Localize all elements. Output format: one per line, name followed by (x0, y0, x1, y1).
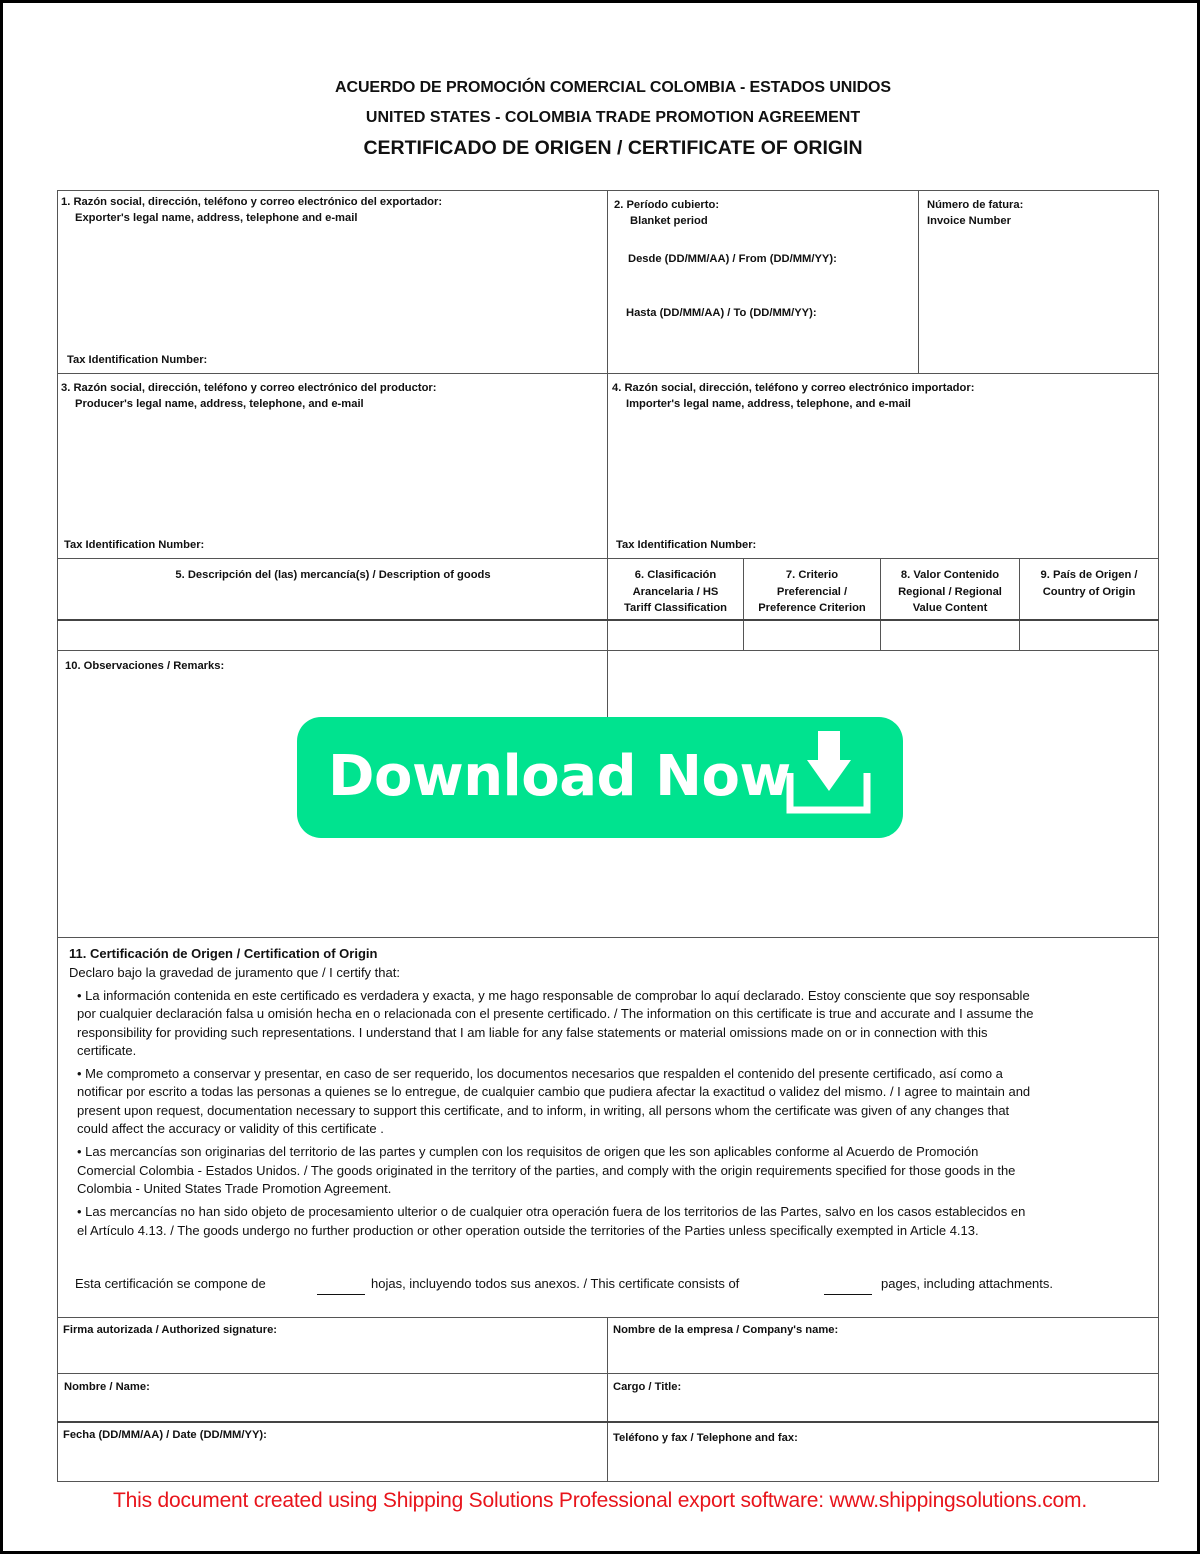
preference-criterion-header: 7. Criterio Preferencial / Preference Criterion (758, 569, 866, 614)
download-now-label: Download Now (328, 744, 791, 809)
download-now-button[interactable] (297, 717, 903, 838)
divider (57, 619, 1159, 621)
date-field[interactable] (59, 1445, 607, 1481)
company-name-field[interactable] (609, 1339, 1157, 1372)
sheets-count-field[interactable] (317, 1294, 365, 1295)
certification-title: 11. Certificación de Origen / Certification of Origin (69, 946, 378, 961)
certification-intro: Declaro bajo la gravedad de juramento que / I certify that: (69, 965, 400, 980)
invoice-number-field[interactable] (921, 233, 1157, 371)
goods-description-cell[interactable] (59, 622, 607, 650)
hs-classification-cell[interactable] (609, 622, 743, 650)
producer-label-es: 3. Razón social, dirección, teléfono y correo electrónico del productor: (61, 382, 437, 394)
regional-value-content-header: 8. Valor Contenido Regional / Regional Value Content (898, 569, 1002, 614)
invoice-label-en: Invoice Number (927, 215, 1011, 227)
importer-label-en: Importer's legal name, address, telephone, and e-mail (626, 398, 911, 410)
producer-label-en: Producer's legal name, address, telephone, and e-mail (75, 398, 364, 410)
exporter-tax-id-label: Tax Identification Number: (67, 354, 208, 366)
phone-fax-field[interactable] (609, 1448, 1157, 1481)
divider (57, 1317, 1159, 1318)
goods-description-header: 5. Descripción del (las) mercancía(s) / Description of goods (175, 569, 491, 581)
exporter-label-es: 1. Razón social, dirección, teléfono y correo electrónico del exportador: (61, 196, 443, 208)
download-icon (783, 731, 875, 823)
divider (57, 558, 1159, 559)
certification-bullet: • Las mercancías son originarias del territorio de las partes y cumplen con los requisitos de origen que les son aplicables conforme al Acuerdo de Promoción Comercial Colombia - Estados Unidos. / The goods originated in the territory of the parties, and comply with the origin requirements specified for those goods in the Colombia - United States Trade Promotion Agreement. (77, 1144, 1016, 1196)
remarks-label: 10. Observaciones / Remarks: (65, 660, 225, 672)
company-name-label: Nombre de la empresa / Company's name: (613, 1324, 839, 1336)
producer-tax-id-label: Tax Identification Number: (64, 539, 205, 551)
title-label: Cargo / Title: (613, 1381, 682, 1393)
certification-bullet: • La información contenida en este certificado es verdadera y exacta, y me hago responsable de comprobar lo aquí declarado. Estoy consciente que soy responsable por cualquier declaración falsa u omisión hecha en o relacionada con el presente certificado. / The information on this certificate is true and accurate and I assume the responsibility for providing such representations. I understand that I am liable for any false statements or material omissions made on or in connection with this certificate. (77, 988, 1034, 1058)
footer-software-note: This document created using Shipping Solutions Professional export software: www.shippingsolutions.com. (113, 1489, 1087, 1512)
certification-section (57, 937, 1159, 1317)
invoice-label-es: Número de fatura: (927, 199, 1024, 211)
authorized-signature-label: Firma autorizada / Authorized signature: (63, 1324, 278, 1336)
exporter-label-en: Exporter's legal name, address, telephone and e-mail (75, 212, 358, 224)
from-date-field[interactable] (613, 267, 913, 297)
blanket-period-label-es: 2. Período cubierto: (614, 199, 720, 211)
divider (57, 1421, 1159, 1423)
title-field[interactable] (609, 1395, 1157, 1420)
importer-label-es: 4. Razón social, dirección, teléfono y correo electrónico importador: (612, 382, 975, 394)
preference-criterion-cell[interactable] (745, 622, 880, 650)
divider (607, 1317, 608, 1482)
document-header (3, 77, 1197, 161)
title-spanish: ACUERDO DE PROMOCIÓN COMERCIAL COLOMBIA - ESTADOS UNIDOS (335, 79, 891, 96)
phone-fax-label: Teléfono y fax / Telephone and fax: (613, 1432, 798, 1444)
blanket-period-label-en: Blanket period (630, 215, 708, 227)
divider (607, 190, 608, 744)
divider (57, 650, 1159, 651)
title-english: UNITED STATES - COLOMBIA TRADE PROMOTION AGREEMENT (365, 109, 861, 126)
divider (57, 373, 1159, 374)
pages-text-1: Esta certificación se compone de (75, 1276, 266, 1291)
importer-tax-id-label: Tax Identification Number: (616, 539, 757, 551)
country-of-origin-header: 9. País de Origen / Country of Origin (1040, 569, 1138, 598)
name-field[interactable] (59, 1395, 607, 1420)
from-date-label: Desde (DD/MM/AA) / From (DD/MM/YY): (628, 253, 837, 265)
to-date-label: Hasta (DD/MM/AA) / To (DD/MM/YY): (626, 307, 817, 319)
document-title: CERTIFICADO DE ORIGEN / CERTIFICATE OF ORIGIN (363, 137, 863, 159)
regional-value-content-cell[interactable] (882, 622, 1019, 650)
country-of-origin-cell[interactable] (1021, 622, 1157, 650)
certification-bullet: • Me comprometo a conservar y presentar, en caso de ser requerido, los documentos necesarios que respalden el contenido del presente certificado, así como a notificar por escrito a todas las personas a quienes se lo entregue, de cualquier cambio que pudiera afectar la exactitud o validez del mismo. / I agree to maintain and present upon request, documentation necessary to support this certificate, and to inform, in writing, all persons whom the certificate was given of any changes that could affect the accuracy or validity of this certificate . (77, 1066, 1031, 1137)
authorized-signature-field[interactable] (59, 1339, 607, 1372)
name-label: Nombre / Name: (64, 1381, 150, 1393)
certification-bullet: • Las mercancías no han sido objeto de procesamiento ulterior o de cualquier otra operación fuera de los territorios de las Partes, salvo en los casos establecidos en el Artículo 4.13. / The goods undergo no further production or other operation outside the territories of the Parties unless specifically exempted in Article 4.13. (77, 1204, 1026, 1238)
divider (57, 1373, 1159, 1374)
pages-text-2: hojas, incluyendo todos sus anexos. / This certificate consists of (371, 1276, 740, 1291)
document-page (3, 3, 1197, 1551)
hs-classification-header: 6. Clasificación Arancelaria / HS Tariff Classification (624, 569, 727, 614)
divider (918, 190, 919, 374)
to-date-field[interactable] (613, 323, 913, 369)
date-label: Fecha (DD/MM/AA) / Date (DD/MM/YY): (63, 1429, 267, 1441)
pages-count-field[interactable] (824, 1294, 872, 1295)
pages-text-3: pages, including attachments. (881, 1276, 1053, 1291)
